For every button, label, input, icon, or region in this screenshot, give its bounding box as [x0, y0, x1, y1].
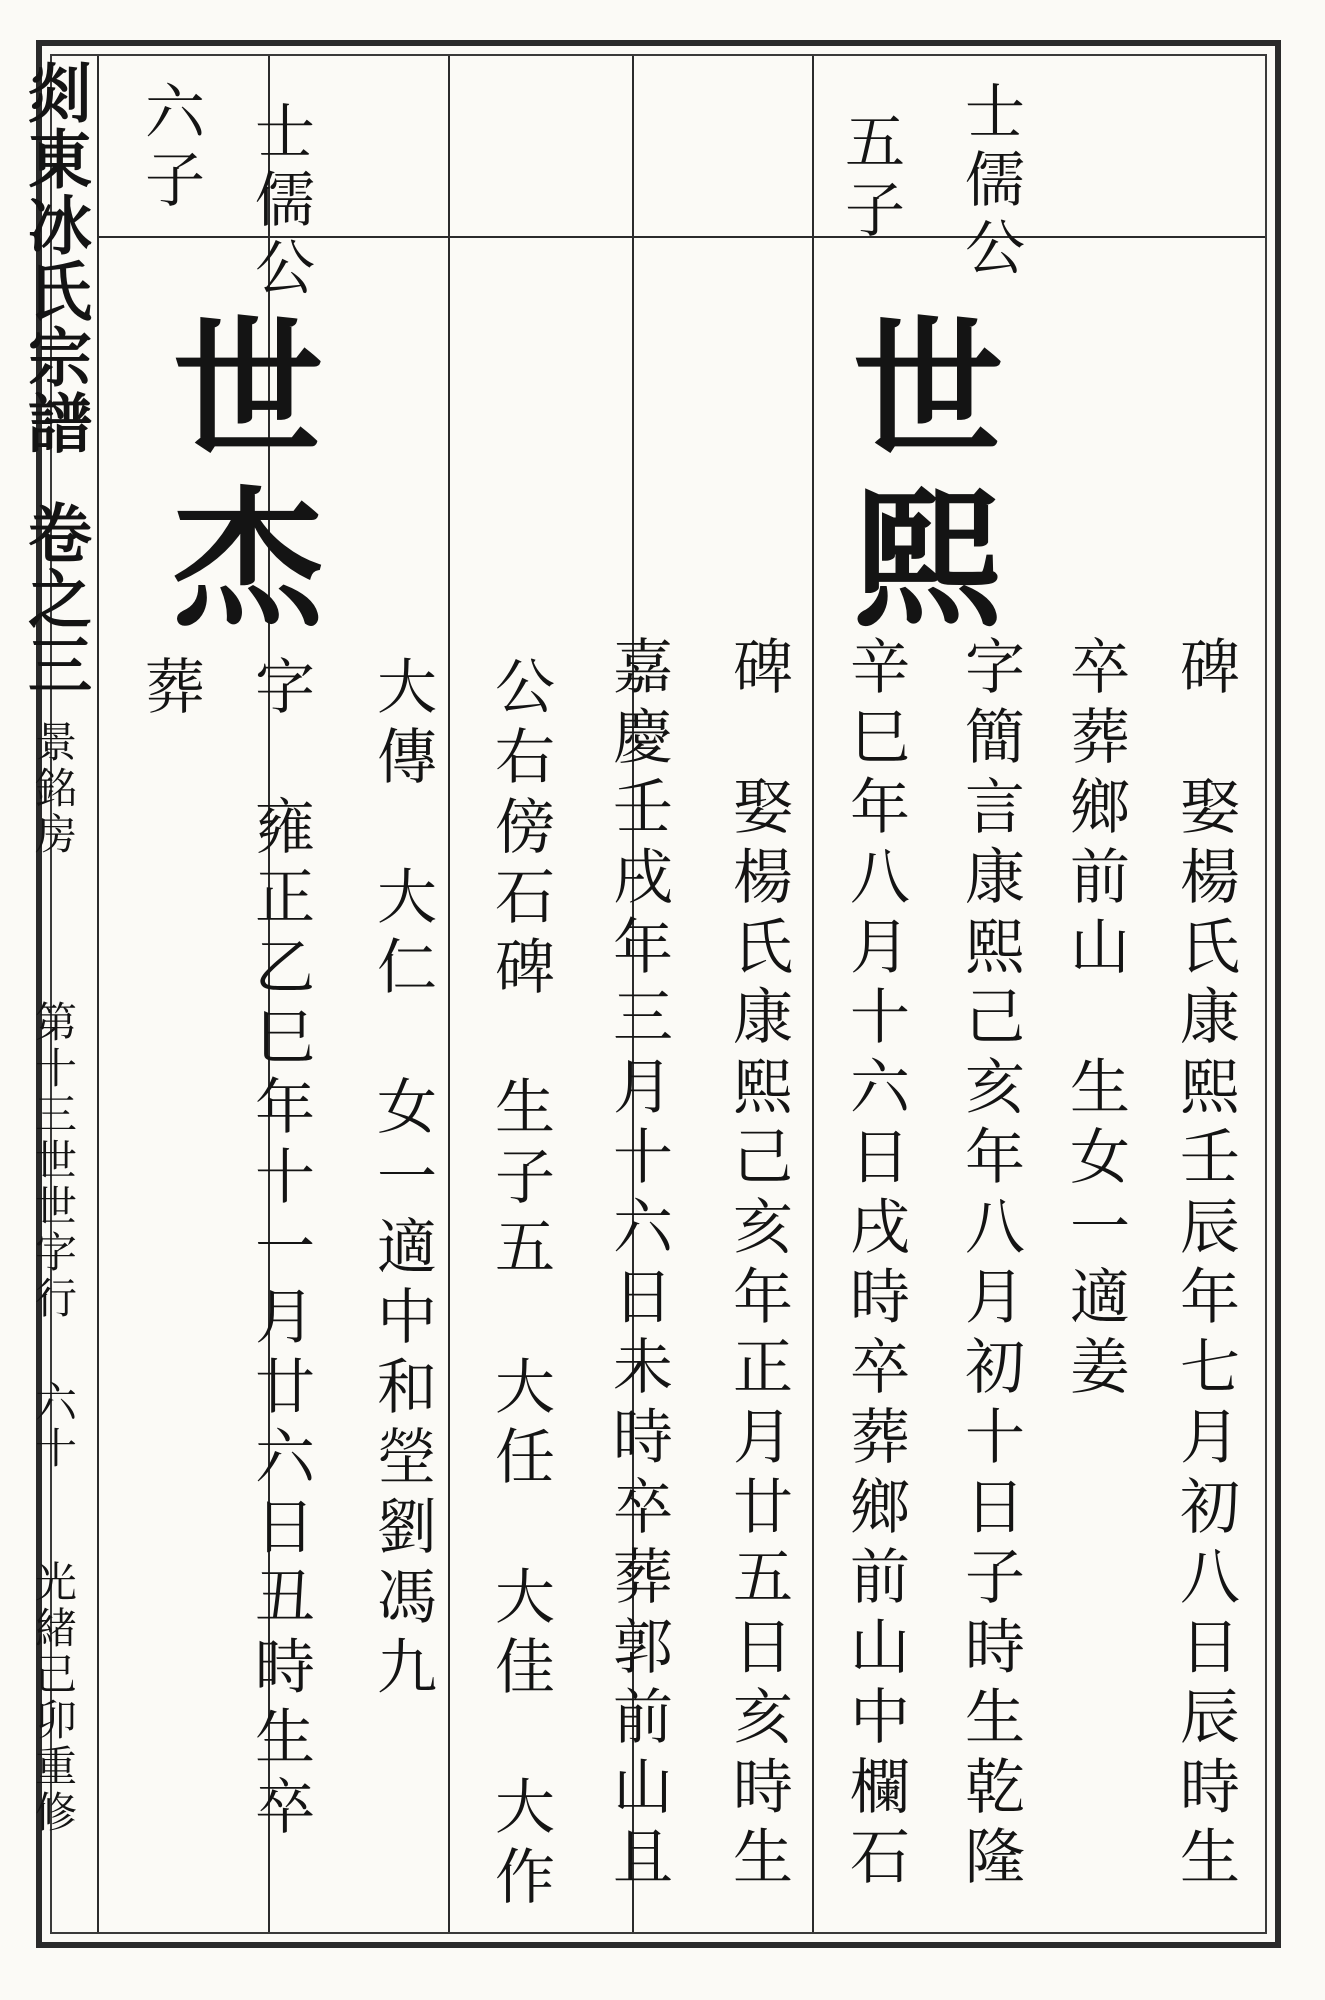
record-column-5: 碑 娶楊氏康熙己亥年正月廿五日亥時生 [723, 635, 793, 1895]
record-column-8: 大傳 大仁 女一適中和塋劉馮九 [367, 655, 437, 1705]
page-number: 六十 [29, 1380, 78, 1472]
left-parent-header: 士儒公 [245, 100, 315, 304]
record-column-9: 字 雍正乙巳年十一月廿六日丑時生卒 [245, 655, 315, 1845]
record-column-2: 卒葬鄉前山 生女一適姜 [1060, 635, 1130, 1405]
right-parent-header: 士儒公 [955, 80, 1025, 284]
column-rule [448, 56, 450, 1932]
generation-label: 第十三世世字行 [29, 1000, 78, 1322]
right-order-header: 五子 [835, 110, 905, 246]
book-title: 剡東冰氏宗譜 [17, 60, 92, 456]
record-column-3: 字簡言康熙己亥年八月初十日子時生乾隆 [955, 635, 1025, 1895]
record-column-1: 碑 娶楊氏康熙壬辰年七月初八日辰時生 [1170, 635, 1240, 1895]
left-order-header: 六子 [135, 80, 205, 216]
person-name-left: 世杰 [147, 310, 323, 650]
person-name-right: 世熙 [827, 310, 1003, 650]
branch-label: 景銘房 [29, 720, 78, 858]
volume-label: 卷之三 [17, 500, 92, 698]
record-column-4: 辛巳年八月十六日戌時卒葬鄉前山中欄石 [840, 635, 910, 1895]
record-column-10: 葬 [135, 655, 205, 725]
column-rule [812, 56, 814, 1932]
record-column-7: 公右傍石碑 生子五 大任 大佳 大作 [485, 655, 555, 1915]
record-column-6: 嘉慶壬戌年三月十六日未時卒葬郭前山且 [603, 635, 673, 1895]
margin-rule [97, 56, 99, 1932]
edition-label: 光緒己卯重修 [29, 1560, 78, 1836]
